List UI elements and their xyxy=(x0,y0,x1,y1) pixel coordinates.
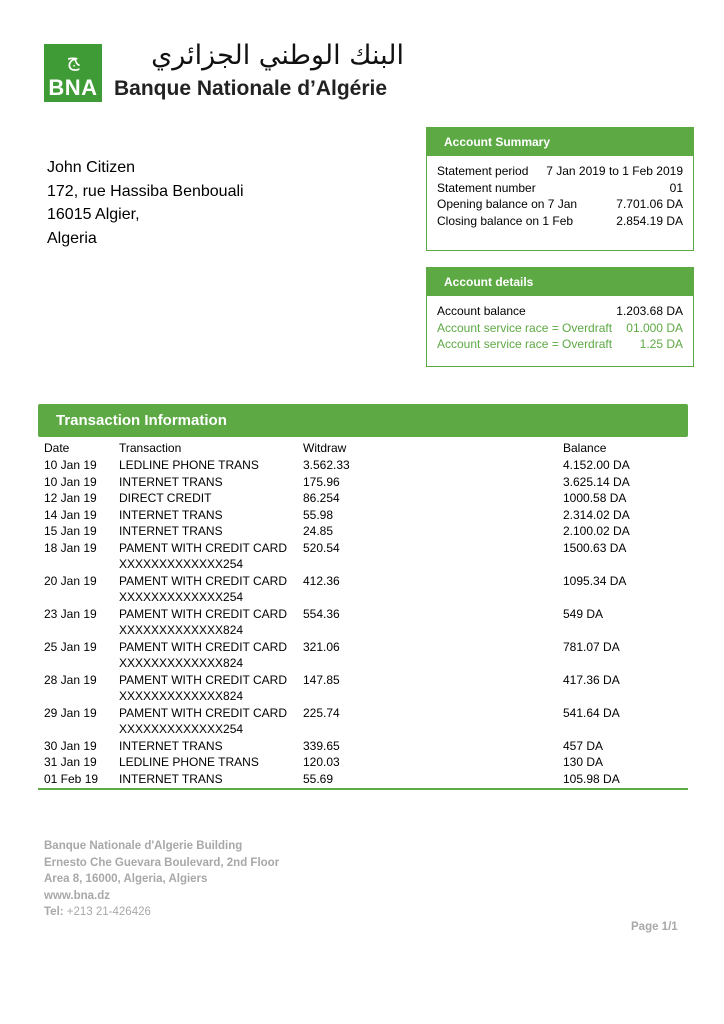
cell-balance: 781.07 DA xyxy=(563,639,620,654)
cell-withdraw: 412.36 xyxy=(303,573,340,588)
footer-website: www.bna.dz xyxy=(44,889,111,902)
details-row xyxy=(437,320,683,337)
transaction-card-number: XXXXXXXXXXXXX254 xyxy=(119,590,244,604)
summary-label: Opening balance on 7 Jan xyxy=(437,197,578,211)
details-label: Account balance xyxy=(437,304,526,318)
transaction-description: PAMENT WITH CREDIT CARD xyxy=(119,540,288,555)
table-row xyxy=(38,672,688,705)
address-city: 16015 Algier, xyxy=(47,206,140,223)
details-row xyxy=(437,303,683,320)
cell-balance: 1000.58 DA xyxy=(563,491,627,505)
summary-row xyxy=(437,213,683,230)
cell-date: 29 Jan 19 xyxy=(44,705,97,720)
cell-transaction xyxy=(119,507,223,524)
cell-balance: 417.36 DA xyxy=(563,672,620,687)
transaction-description: DIRECT CREDIT xyxy=(119,491,212,505)
cell-balance: 105.98 DA xyxy=(563,771,620,786)
cell-balance: 1095.34 DA xyxy=(563,573,627,588)
footer-phone xyxy=(44,904,279,921)
table-row xyxy=(38,457,688,474)
summary-value: 7.701.06 DA xyxy=(616,197,683,211)
summary-label: Closing balance on 1 Feb xyxy=(437,213,574,228)
cell-date: 23 Jan 19 xyxy=(44,606,97,621)
summary-label: Statement number xyxy=(437,180,536,195)
footer-address xyxy=(44,838,279,921)
table-header-row xyxy=(38,440,688,457)
cell-transaction xyxy=(119,573,287,606)
table-row xyxy=(38,507,688,524)
logo-arabic-glyph: ﺞ xyxy=(66,47,80,71)
details-row xyxy=(437,336,683,353)
cell-withdraw: 225.74 xyxy=(303,705,340,720)
cell-date: 30 Jan 19 xyxy=(44,738,97,753)
cell-transaction xyxy=(119,705,287,738)
cell-balance: 457 DA xyxy=(563,738,604,753)
table-row xyxy=(38,639,688,672)
cell-balance: 4.152.00 DA xyxy=(563,458,630,472)
cell-transaction xyxy=(119,540,287,573)
summary-row xyxy=(437,196,683,213)
cell-balance: 2.314.02 DA xyxy=(563,507,630,522)
table-row xyxy=(38,738,688,755)
cell-withdraw: 55.98 xyxy=(303,507,334,522)
transaction-section-title: Transaction Information xyxy=(38,404,688,437)
footer-line: Banque Nationale d'Algerie Building xyxy=(44,840,243,852)
transaction-description: PAMENT WITH CREDIT CARD xyxy=(119,606,288,621)
cell-date: 20 Jan 19 xyxy=(44,573,97,588)
cell-withdraw: 520.54 xyxy=(303,540,340,555)
cell-transaction xyxy=(119,523,223,540)
address-country: Algeria xyxy=(47,229,97,247)
bna-logo xyxy=(44,44,102,102)
transaction-description: PAMENT WITH CREDIT CARD xyxy=(119,639,288,654)
cell-date: 25 Jan 19 xyxy=(44,639,97,654)
account-details-title: Account details xyxy=(427,268,693,296)
column-header-withdraw: Witdraw xyxy=(303,441,347,455)
cell-transaction xyxy=(119,639,287,672)
cell-withdraw: 321.06 xyxy=(303,639,340,654)
details-value: 01.000 DA xyxy=(626,320,683,335)
summary-row xyxy=(437,163,683,180)
transaction-description: PAMENT WITH CREDIT CARD xyxy=(119,573,288,588)
table-row xyxy=(38,754,688,771)
cell-withdraw: 339.65 xyxy=(303,738,340,753)
summary-row xyxy=(437,180,683,197)
transaction-card-number: XXXXXXXXXXXXX254 xyxy=(119,557,244,571)
cell-withdraw: 55.69 xyxy=(303,771,334,786)
cell-withdraw: 554.36 xyxy=(303,606,340,621)
transaction-description: INTERNET TRANS xyxy=(119,507,223,522)
transaction-description: LEDLINE PHONE TRANS xyxy=(119,458,259,472)
transaction-description: INTERNET TRANS xyxy=(119,771,223,786)
column-header-date: Date xyxy=(44,441,70,455)
cell-date: 15 Jan 19 xyxy=(44,524,97,538)
details-label: Account service race = Overdraft xyxy=(437,337,613,351)
cell-transaction xyxy=(119,457,259,474)
cell-date: 01 Feb 19 xyxy=(44,771,99,786)
summary-value: 2.854.19 DA xyxy=(616,213,683,228)
transaction-card-number: XXXXXXXXXXXXX824 xyxy=(119,656,244,670)
cell-transaction xyxy=(119,672,287,705)
cell-date: 12 Jan 19 xyxy=(44,491,97,505)
cell-date: 31 Jan 19 xyxy=(44,755,97,769)
cell-balance: 1500.63 DA xyxy=(563,540,627,555)
cell-transaction xyxy=(119,738,223,755)
transaction-description: INTERNET TRANS xyxy=(119,738,223,753)
cell-transaction xyxy=(119,754,259,771)
phone-value: +213 21-426426 xyxy=(66,906,151,918)
cell-transaction xyxy=(119,490,211,507)
transaction-card-number: XXXXXXXXXXXXX824 xyxy=(119,689,244,703)
bank-name: Banque Nationale d’Algérie xyxy=(114,77,388,100)
table-row xyxy=(38,523,688,540)
cell-date: 18 Jan 19 xyxy=(44,540,97,555)
transaction-description: LEDLINE PHONE TRANS xyxy=(119,755,259,769)
transaction-description: PAMENT WITH CREDIT CARD xyxy=(119,672,288,687)
table-row xyxy=(38,474,688,491)
cell-transaction xyxy=(119,474,223,491)
cell-balance: 541.64 DA xyxy=(563,705,620,720)
transaction-card-number: XXXXXXXXXXXXX254 xyxy=(119,722,244,736)
details-label: Account service race = Overdraft xyxy=(437,320,613,335)
cell-transaction xyxy=(119,771,223,788)
details-value: 1.203.68 DA xyxy=(616,304,683,318)
cell-withdraw: 147.85 xyxy=(303,672,340,687)
summary-value: 7 Jan 2019 to 1 Feb 2019 xyxy=(546,164,683,178)
cell-balance: 549 DA xyxy=(563,606,604,621)
address-street: 172, rue Hassiba Benbouali xyxy=(47,182,244,200)
summary-value: 01 xyxy=(669,180,683,195)
page-number: Page 1/1 xyxy=(631,921,678,933)
cell-balance: 3.625.14 DA xyxy=(563,474,630,489)
customer-address xyxy=(47,156,244,250)
cell-date: 28 Jan 19 xyxy=(44,672,97,687)
cell-withdraw: 24.85 xyxy=(303,524,334,538)
cell-withdraw: 120.03 xyxy=(303,755,340,769)
cell-balance: 130 DA xyxy=(563,755,604,769)
table-row xyxy=(38,490,688,507)
table-row xyxy=(38,771,688,788)
cell-date: 10 Jan 19 xyxy=(44,474,97,489)
footer-line: Area 8, 16000, Algeria, Algiers xyxy=(44,873,208,885)
table-row xyxy=(38,540,688,573)
summary-label: Statement period xyxy=(437,164,529,178)
phone-label: Tel: xyxy=(44,906,64,918)
transaction-description: INTERNET TRANS xyxy=(119,474,223,489)
table-bottom-rule xyxy=(38,788,688,790)
table-row xyxy=(38,573,688,606)
table-row xyxy=(38,606,688,639)
cell-withdraw: 86.254 xyxy=(303,491,340,505)
footer-line: Ernesto Che Guevara Boulevard, 2nd Floor xyxy=(44,856,280,869)
account-summary-title: Account Summary xyxy=(427,128,693,156)
column-header-transaction: Transaction xyxy=(119,441,182,455)
logo-text: BNA xyxy=(48,75,98,100)
column-header-balance: Balance xyxy=(563,441,607,455)
cell-transaction xyxy=(119,606,287,639)
table-row xyxy=(38,705,688,738)
transaction-card-number: XXXXXXXXXXXXX824 xyxy=(119,623,244,637)
cell-withdraw: 3.562.33 xyxy=(303,458,350,472)
account-summary-box xyxy=(426,127,694,251)
cell-balance: 2.100.02 DA xyxy=(563,524,630,538)
transaction-description: PAMENT WITH CREDIT CARD xyxy=(119,705,288,720)
transaction-description: INTERNET TRANS xyxy=(119,524,223,538)
cell-date: 14 Jan 19 xyxy=(44,507,97,522)
account-details-box xyxy=(426,267,694,367)
transaction-table xyxy=(38,440,688,787)
details-value: 1.25 DA xyxy=(639,337,683,351)
transaction-rows xyxy=(38,457,688,787)
customer-name: John Citizen xyxy=(47,159,136,176)
cell-withdraw: 175.96 xyxy=(303,474,340,489)
cell-date: 10 Jan 19 xyxy=(44,458,97,472)
bank-name-arabic: البنك الوطني الجزائري xyxy=(151,40,404,71)
